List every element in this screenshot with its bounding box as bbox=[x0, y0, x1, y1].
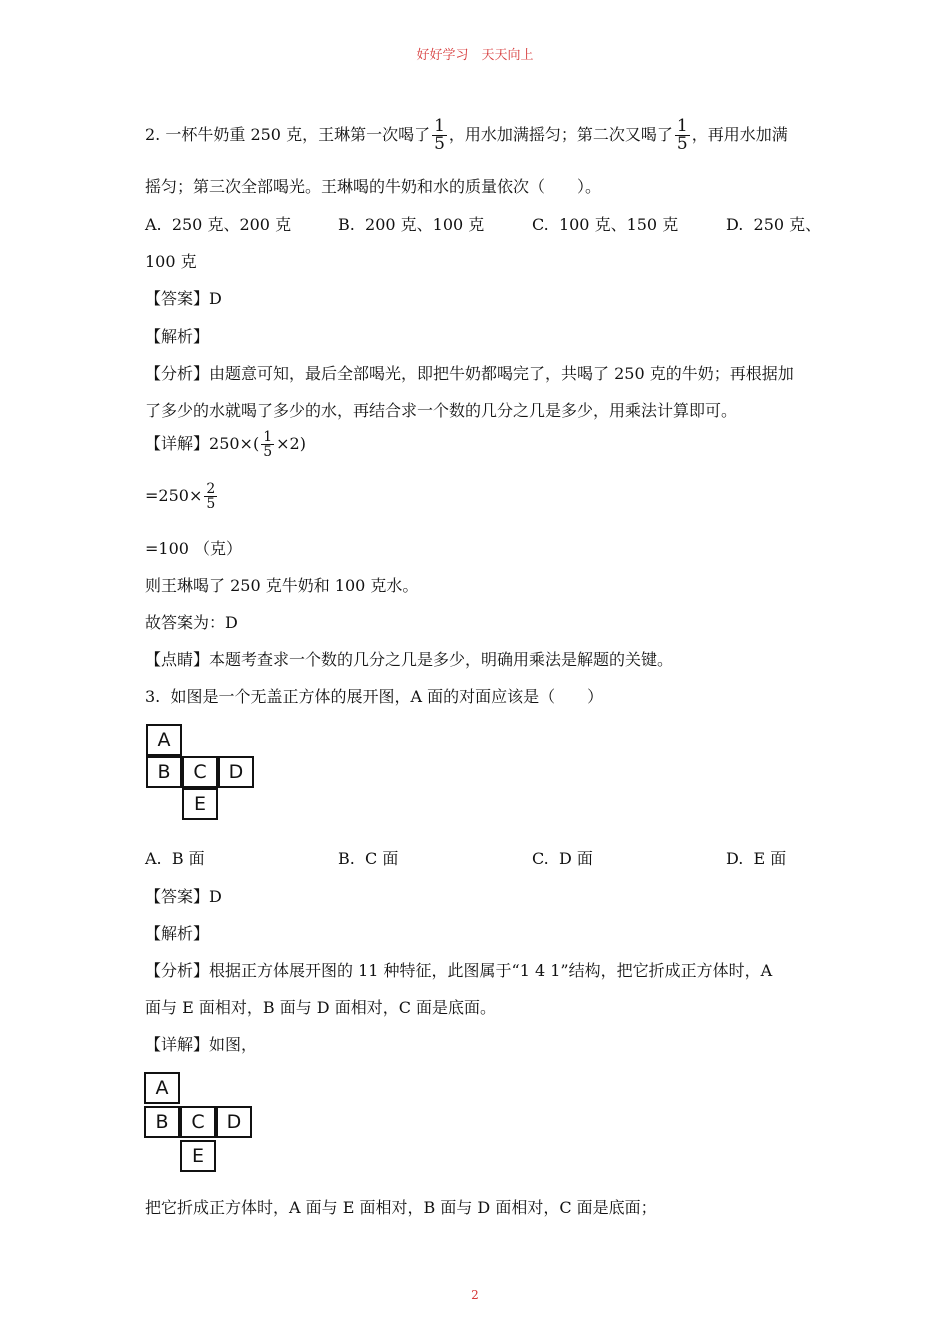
q3-analysis-line2: 面与 E 面相对，B 面与 D 面相对，C 面是底面。 bbox=[145, 998, 497, 1017]
page-header: 好好学习 天天向上 bbox=[416, 48, 534, 63]
net-face-b: B bbox=[146, 756, 182, 788]
q2-option-b: B. 200 克、100 克 bbox=[338, 215, 485, 234]
q2-step2-fraction: $\frac{2}{5}$ bbox=[206, 481, 216, 512]
detail-net-face-a: A bbox=[144, 1072, 180, 1104]
q3-text: 如图是一个无盖正方体的展开图，A 面的对面应该是（ ） bbox=[170, 687, 604, 706]
q2-frac1-den: 5 bbox=[434, 134, 445, 154]
q2-detail-label: 【详解】 bbox=[145, 434, 210, 453]
page-number: 2 bbox=[471, 1288, 479, 1302]
q2-detail-fraction: $\frac{1}{5}$ bbox=[263, 429, 273, 460]
q2-final: 故答案为：D bbox=[145, 613, 238, 632]
q3-number: 3. bbox=[145, 687, 161, 706]
q2-option-c: C. 100 克、150 克 bbox=[532, 215, 679, 234]
detail-net-face-e: E bbox=[180, 1140, 216, 1172]
net-face-d: D bbox=[218, 756, 254, 788]
q3-stem bbox=[145, 684, 603, 707]
detail-net-face-d: D bbox=[216, 1106, 252, 1138]
q2-analysis-line2: 了多少的水就喝了多少的水，再结合求一个数的几分之几是多少，用乘法计算即可。 bbox=[145, 401, 738, 420]
q2-answer: 【答案】D bbox=[145, 289, 222, 308]
net-face-a: A bbox=[146, 724, 182, 756]
q2-step2: =250× $\frac{2}{5}$ bbox=[145, 481, 216, 512]
q2-text-c: ，再用水加满 bbox=[691, 125, 788, 144]
q3-analysis-title: 【解析】 bbox=[145, 924, 210, 943]
q3-analysis-line1: 【分析】根据正方体展开图的 11 种特征，此图属于“1 4 1”结构，把它折成正方体时，A bbox=[145, 961, 773, 980]
q2-line1 bbox=[145, 118, 788, 153]
q2-frac2-num: 1 bbox=[676, 116, 688, 136]
q2-analysis-title: 【解析】 bbox=[145, 327, 210, 346]
q2-detail-expr-a: 250×( bbox=[209, 434, 260, 453]
q2-text-b: ，用水加满摇匀；第二次又喝了 bbox=[448, 125, 673, 144]
q3-option-d: D. E 面 bbox=[726, 849, 787, 868]
detail-net-face-b: B bbox=[144, 1106, 180, 1138]
q2-fraction-1 bbox=[432, 118, 447, 153]
q2-detail-expr-b: ×2) bbox=[276, 434, 306, 453]
q3-option-a: A. B 面 bbox=[145, 849, 205, 868]
q2-line2: 摇匀；第三次全部喝光。王琳喝的牛奶和水的质量依次（ ）。 bbox=[145, 177, 602, 196]
q2-conclusion: 则王琳喝了 250 克牛奶和 100 克水。 bbox=[145, 576, 419, 595]
q3-answer: 【答案】D bbox=[145, 887, 222, 906]
q2-number: 2. bbox=[145, 125, 161, 144]
q3-detail: 【详解】如图， bbox=[145, 1035, 258, 1054]
net-face-c: C bbox=[182, 756, 218, 788]
q2-fraction-2 bbox=[675, 118, 690, 153]
q2-option-d: D. 250 克、 bbox=[726, 215, 822, 234]
q3-option-c: C. D 面 bbox=[532, 849, 593, 868]
net-face-e: E bbox=[182, 788, 218, 820]
q2-analysis-line1: 【分析】由题意可知，最后全部喝光，即把牛奶都喝完了，共喝了 250 克的牛奶；再根据加 bbox=[145, 364, 794, 383]
q2-option-a: A. 250 克、200 克 bbox=[145, 215, 292, 234]
q2-text-a: 一杯牛奶重 250 克，王琳第一次喝了 bbox=[165, 125, 431, 144]
q2-frac2-den: 5 bbox=[676, 134, 688, 154]
q2-comment: 【点睛】本题考查求一个数的几分之几是多少，明确用乘法是解题的关键。 bbox=[145, 650, 674, 669]
detail-net-face-c: C bbox=[180, 1106, 216, 1138]
q3-option-b: B. C 面 bbox=[338, 849, 399, 868]
q2-step3: =100 （克） bbox=[145, 539, 243, 558]
q2-option-d-cont: 100 克 bbox=[145, 252, 197, 271]
q2-detail bbox=[145, 430, 306, 459]
q3-conclusion: 把它折成正方体时，A 面与 E 面相对，B 面与 D 面相对，C 面是底面； bbox=[145, 1198, 657, 1217]
q2-frac1-num: 1 bbox=[434, 116, 445, 136]
